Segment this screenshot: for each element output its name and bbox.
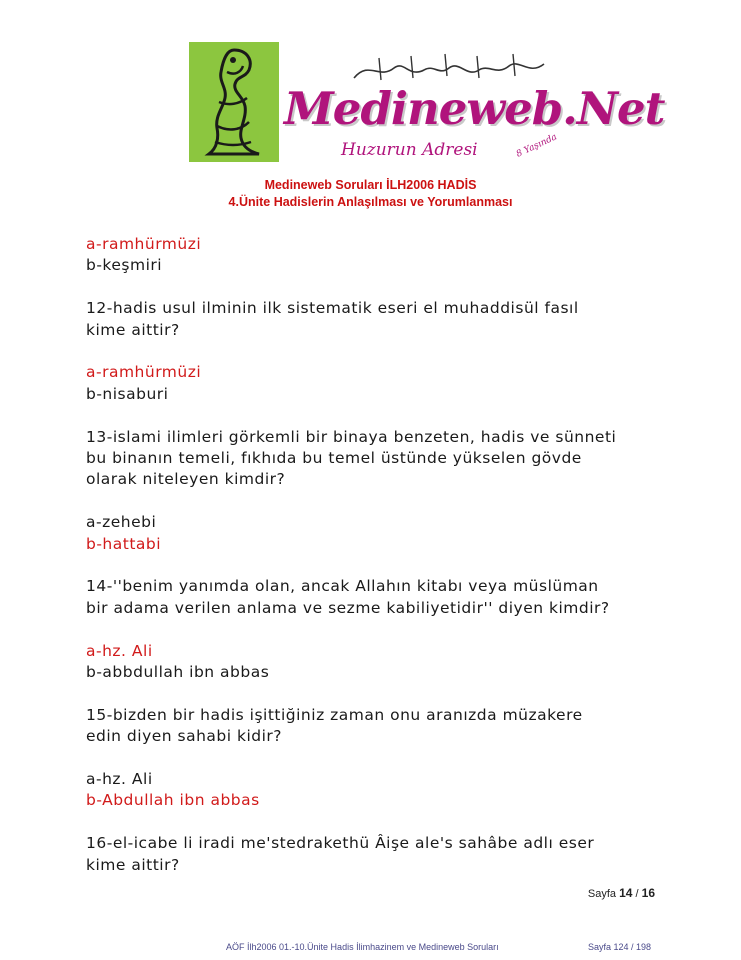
doc-header-title: Medineweb Soruları İLH2006 HADİS [264,178,477,192]
question-text: bu binanın temeli, fıkhıda bu temel üstünde yükselen gövde [86,449,582,468]
calligraphy-figure-icon [189,42,279,162]
answer-option: b-Abdullah ibn abbas [86,791,260,810]
answer-option: b-nisaburi [86,384,169,403]
answer-option: a-ramhürmüzi [86,235,202,253]
question-text: 12-hadis usul ilminin ilk sistematik eseri el muhaddisül fasıl [86,299,579,318]
doc-header-subtitle: 4.Ünite Hadislerin Anlaşılması ve Yorumlanması [228,195,513,209]
question-content [86,234,686,876]
answer-option: a-ramhürmüzi [86,363,202,382]
bismillah-calligraphy-icon [349,50,549,86]
calligraphy-image [189,42,279,162]
logo-subtitle: Huzurun Adresi [341,140,478,160]
page-total: 16 [641,886,655,900]
page-label: Sayfa [587,888,617,900]
logo-title: Medineweb.Net [284,82,665,135]
question-text: 14-''benim yanımda olan, ancak Allahın kitabı veya müslüman [86,577,599,596]
answer-option: b-abbdullah ibn abbas [86,663,270,682]
question-text: kime aittir? [86,320,180,339]
question-text: 13-islami ilimleri görkemli bir binaya benzeten, hadis ve sünneti [86,427,617,446]
answer-option: b-hattabi [86,534,162,553]
answer-option: a-hz. Ali [86,770,153,789]
page-separator: / [632,888,642,900]
question-text: kime aittir? [86,855,180,874]
question-text: 16-el-icabe li iradi me'stedrakethü Âişe ale's sahâbe adlı eser [86,834,595,853]
answer-option: a-hz. Ali [86,641,153,660]
answer-option: b-keşmiri [86,256,163,275]
question-text: bir adama verilen anlama ve sezme kabiliyetidir'' diyen kimdir? [86,598,610,617]
page-number [588,886,655,900]
footer-doc-title: AÖF İlh2006 01.-10.Ünite Hadis İlimhazinem ve Medineweb Soruları [226,942,499,952]
page-current: 14 [619,886,633,900]
footer-page-number: Sayfa 124 / 198 [588,942,652,952]
question-text: 15-bizden bir hadis işittiğiniz zaman onu aranızda müzakere [86,705,583,724]
question-text: edin diyen sahabi kidir? [86,727,283,746]
answer-option: a-zehebi [86,513,157,532]
question-text: olarak niteleyen kimdir? [86,470,286,489]
site-logo [189,42,665,164]
logo-age-badge: 8 Yaşında [514,132,559,160]
